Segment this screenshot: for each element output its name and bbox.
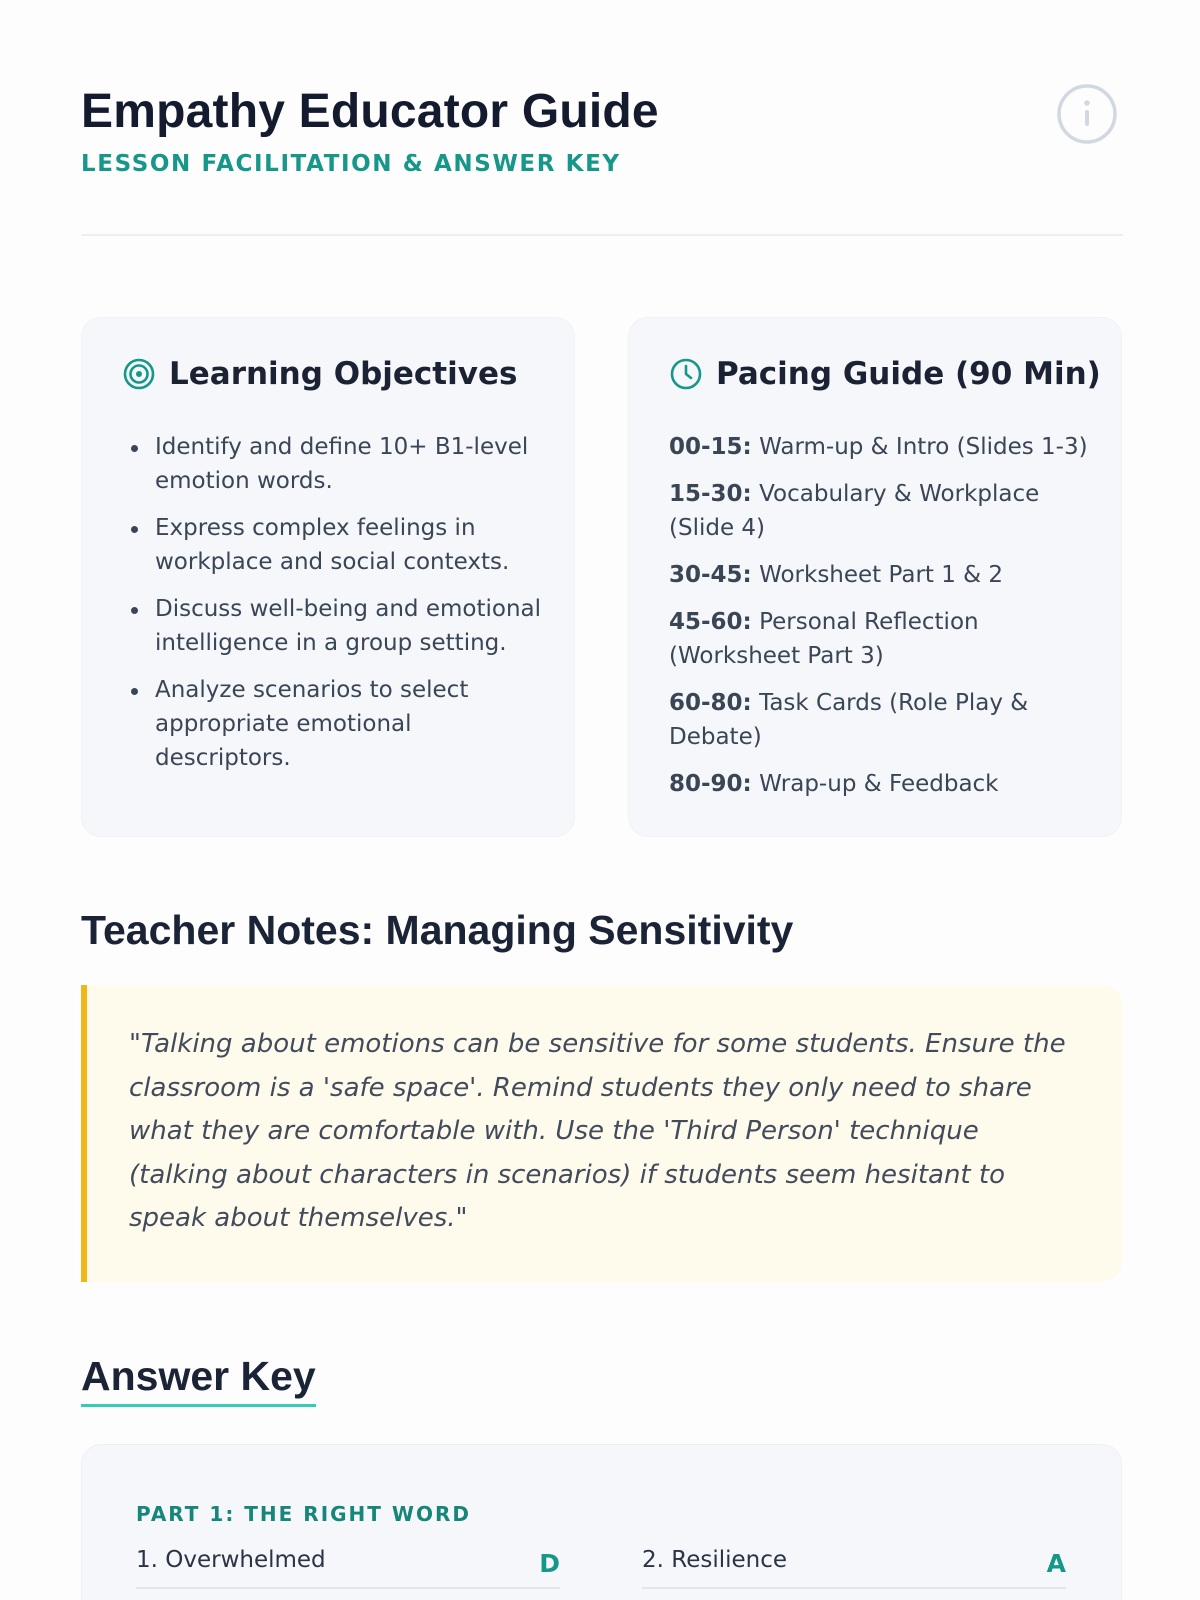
objectives-title: Learning Objectives bbox=[169, 356, 518, 392]
teacher-note-quote: "Talking about emotions can be sensitive for some students. Ensure the classroom is a 'safe space'. Remind students they only need to share what they are comfortable with. Use the 'Third Person' technique (talking about characters in scenarios) if students seem hesitant to speak about themselves." bbox=[129, 1029, 1066, 1233]
notes-title: Teacher Notes: Managing Sensitivity bbox=[81, 907, 794, 953]
objectives-card bbox=[81, 317, 575, 837]
part-label: PART 1: THE RIGHT WORD bbox=[136, 1502, 471, 1526]
teacher-note-callout bbox=[81, 985, 1122, 1282]
answer-key-title: Answer Key bbox=[81, 1353, 316, 1407]
pacing-activity: Warm-up & Intro (Slides 1-3) bbox=[759, 434, 1088, 460]
page-title: Empathy Educator Guide bbox=[81, 85, 659, 138]
pacing-item bbox=[669, 767, 1089, 801]
pacing-time: 45-60: bbox=[669, 609, 752, 635]
list-item: Express complex feelings in workplace and social contexts. bbox=[122, 511, 542, 579]
pacing-time: 80-90: bbox=[669, 771, 752, 797]
objectives-list bbox=[122, 430, 542, 788]
answer-question: 1. Overwhelmed bbox=[136, 1547, 326, 1573]
target-icon bbox=[122, 357, 156, 391]
objectives-header bbox=[122, 356, 517, 392]
info-icon[interactable] bbox=[1056, 83, 1118, 145]
pacing-time: 30-45: bbox=[669, 562, 752, 588]
pacing-activity: Vocabulary & Workplace (Slide 4) bbox=[669, 481, 1040, 541]
pacing-time: 15-30: bbox=[669, 481, 752, 507]
answer-value: D bbox=[539, 1549, 560, 1578]
pacing-activity: Personal Reflection (Worksheet Part 3) bbox=[669, 609, 979, 669]
pacing-time: 60-80: bbox=[669, 690, 752, 716]
pacing-activity: Wrap-up & Feedback bbox=[759, 771, 999, 797]
answer-value: A bbox=[1046, 1549, 1066, 1578]
list-item: Analyze scenarios to select appropriate emotional descriptors. bbox=[122, 673, 542, 775]
pacing-activity: Worksheet Part 1 & 2 bbox=[759, 562, 1004, 588]
page-subtitle: LESSON FACILITATION & ANSWER KEY bbox=[81, 151, 621, 177]
pacing-item bbox=[669, 558, 1089, 592]
page-header bbox=[81, 84, 1121, 177]
pacing-time: 00-15: bbox=[669, 434, 752, 460]
pacing-item bbox=[669, 430, 1089, 464]
answer-key-card bbox=[81, 1444, 1122, 1600]
answer-row bbox=[642, 1541, 1066, 1589]
pacing-title: Pacing Guide (90 Min) bbox=[716, 356, 1101, 392]
pacing-card bbox=[628, 317, 1122, 837]
pacing-list bbox=[669, 430, 1089, 814]
pacing-item bbox=[669, 477, 1089, 545]
header-divider bbox=[81, 234, 1123, 236]
pacing-header bbox=[669, 356, 1101, 392]
answer-row bbox=[136, 1541, 560, 1589]
pacing-item bbox=[669, 686, 1089, 754]
pacing-item bbox=[669, 605, 1089, 673]
list-item: Identify and define 10+ B1-level emotion words. bbox=[122, 430, 542, 498]
answer-question: 2. Resilience bbox=[642, 1547, 788, 1573]
list-item: Discuss well-being and emotional intelligence in a group setting. bbox=[122, 592, 542, 660]
pacing-activity: Task Cards (Role Play & Debate) bbox=[669, 690, 1029, 750]
clock-icon bbox=[669, 357, 703, 391]
